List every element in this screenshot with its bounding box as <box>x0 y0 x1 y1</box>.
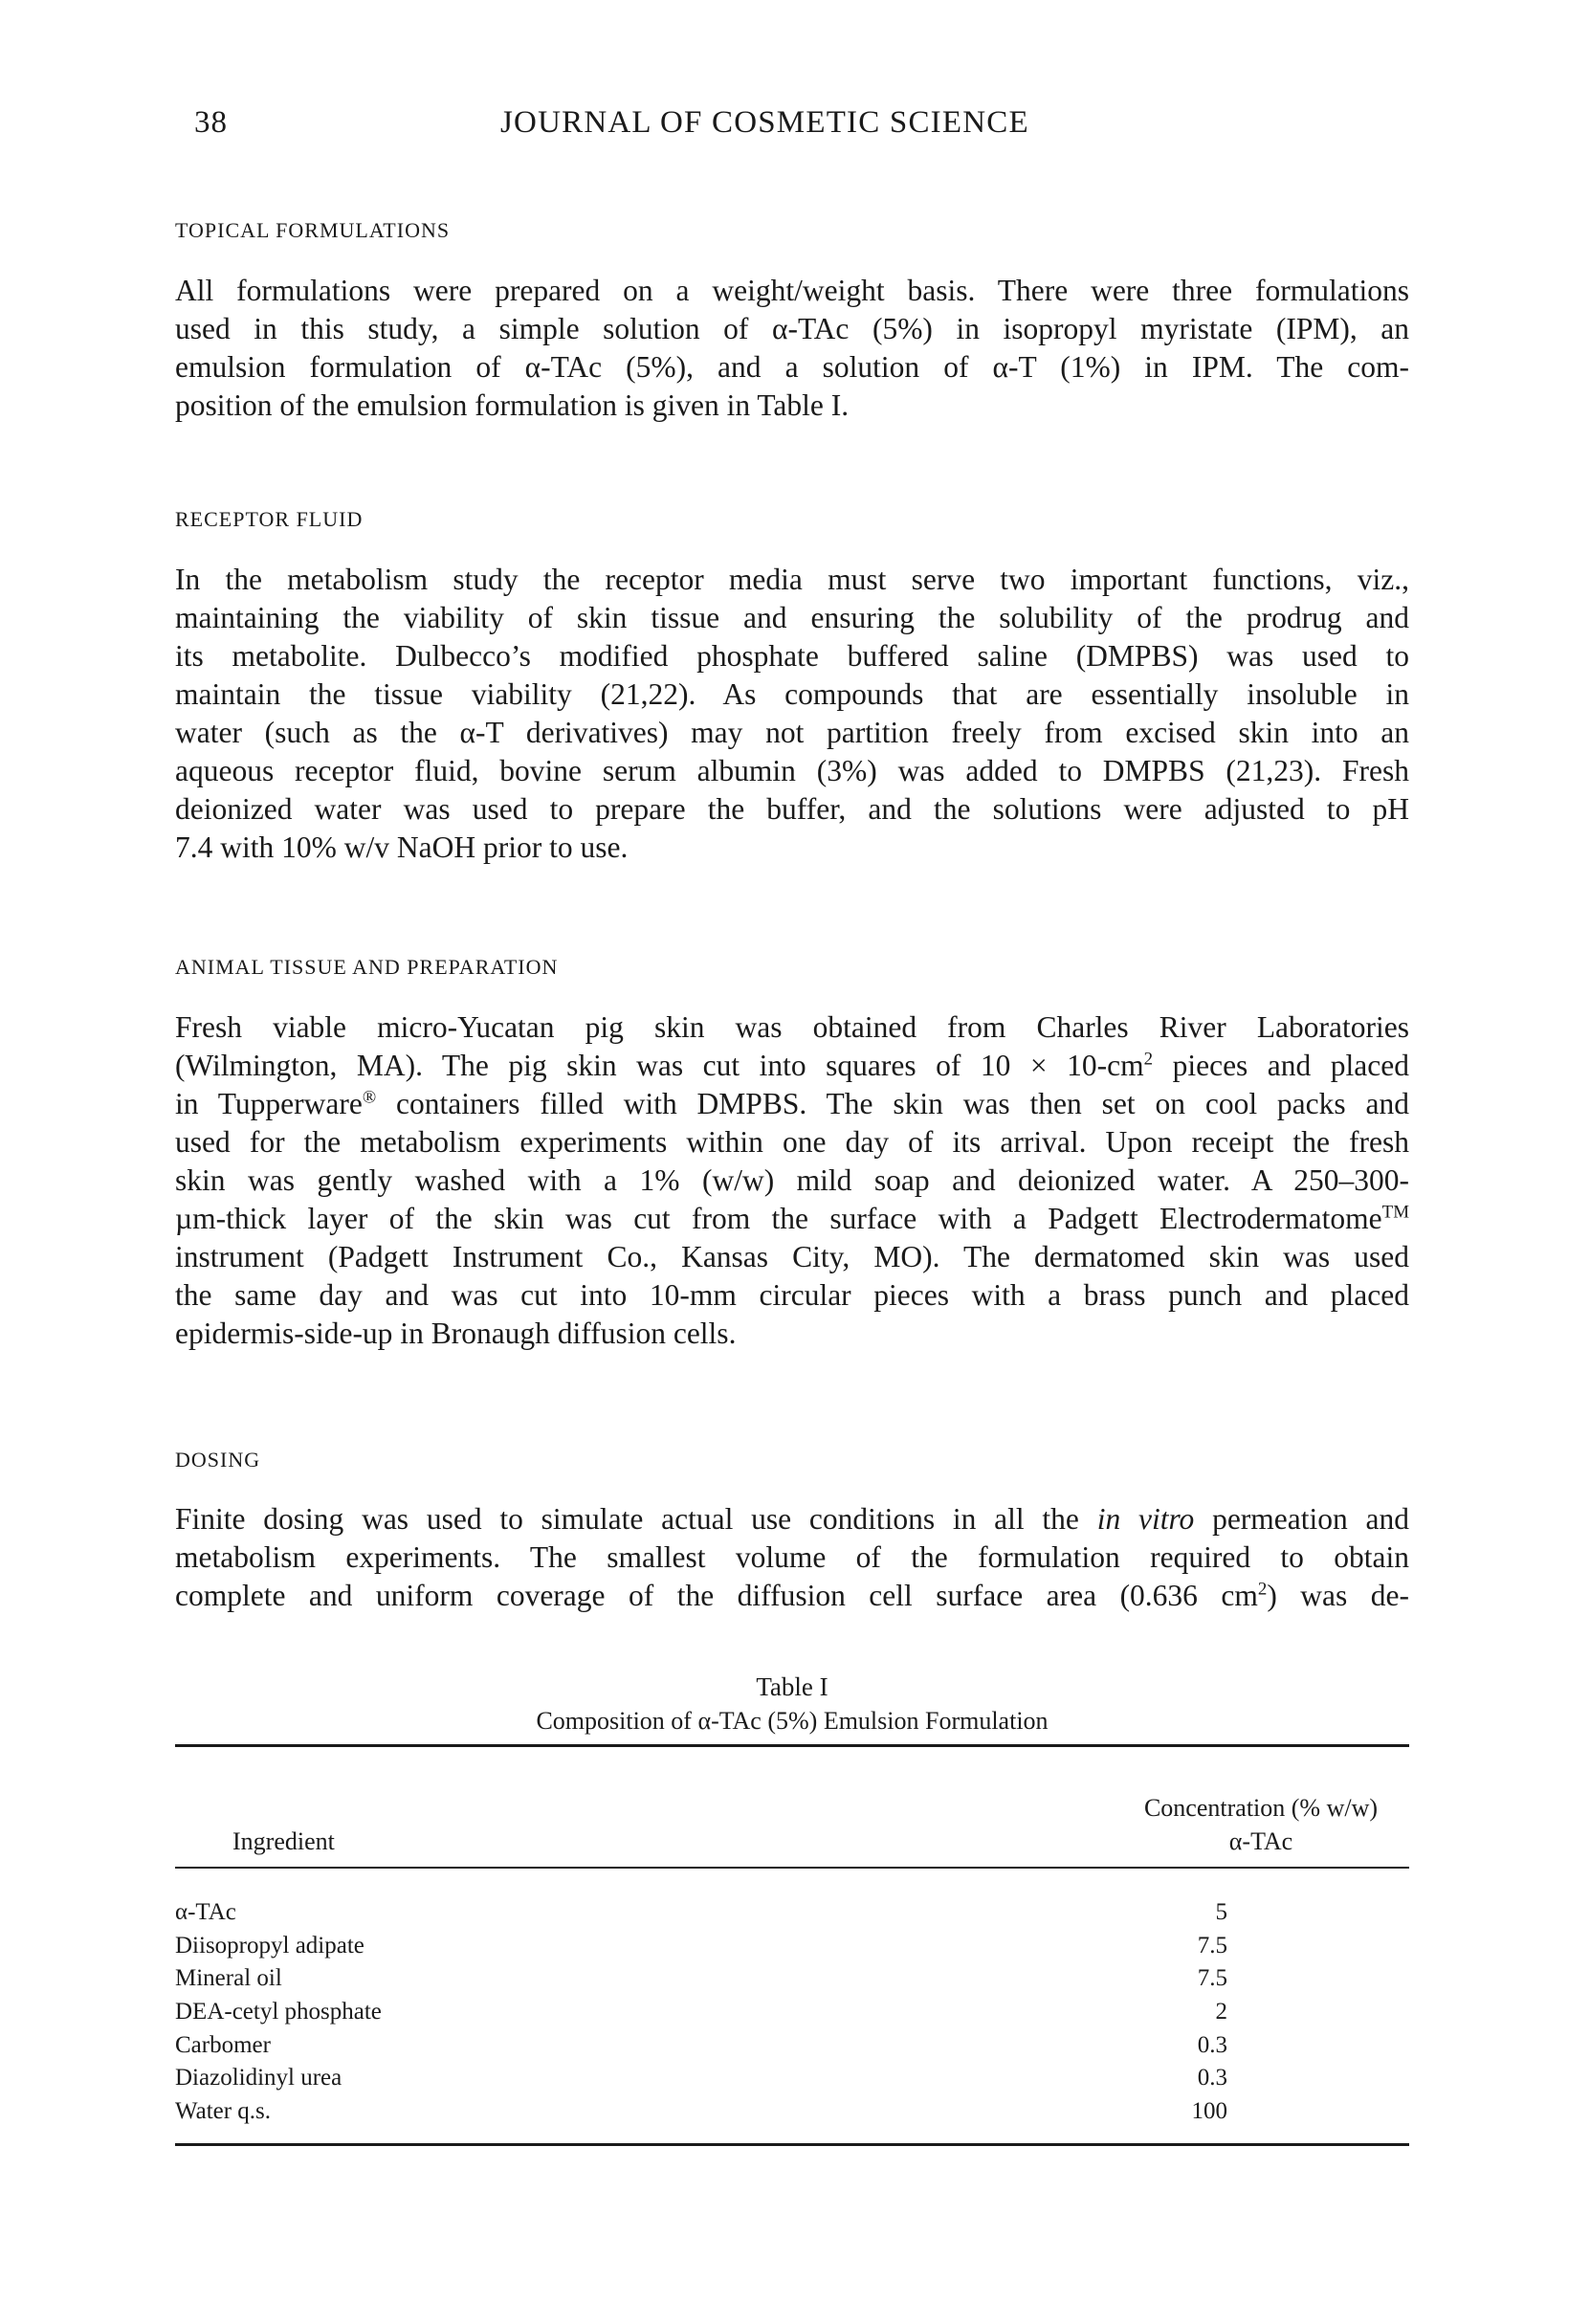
text-segment: complete and uniform coverage of the diffusion cell surface area (0.636 cm <box>175 1579 1258 1612</box>
journal-title: JOURNAL OF COSMETIC SCIENCE <box>500 105 1029 140</box>
text-line: instrument (Padgett Instrument Co., Kansas City, MO). The dermatomed skin was used <box>175 1240 1409 1273</box>
text-line: maintain the tissue viability (21,22). As compounds that are essentially insoluble in <box>175 677 1409 711</box>
concentration-cell: 0.3 <box>1197 2032 1227 2058</box>
text-line: deionized water was used to prepare the buffer, and the solutions were adjusted to pH <box>175 792 1409 826</box>
text-line: All formulations were prepared on a weight/weight basis. There were three formulations <box>175 274 1409 307</box>
concentration-cell: 0.3 <box>1197 2065 1227 2091</box>
text-segment: pieces and placed <box>1153 1049 1409 1082</box>
paragraph-topical-formulations <box>175 272 1409 425</box>
table-title: Table I <box>756 1672 828 1701</box>
trademark: TM <box>1381 1202 1409 1223</box>
ingredient-cell: Diisopropyl adipate <box>175 1933 364 1959</box>
concentration-cell: 2 <box>1215 1999 1227 2025</box>
text-line: water (such as the α-T derivatives) may not partition freely from excised skin into an <box>175 716 1409 749</box>
text-line: used for the metabolism experiments within one day of its arrival. Upon receipt the fresh <box>175 1125 1409 1159</box>
ingredient-cell: Carbomer <box>175 2032 271 2058</box>
column-header-ingredient: Ingredient <box>232 1827 335 1855</box>
section-heading-receptor-fluid: RECEPTOR FLUID <box>175 507 364 531</box>
column-header-alpha-tac: α-TAc <box>1228 1827 1293 1855</box>
ingredient-cell: Mineral oil <box>175 1965 282 1991</box>
page-number: 38 <box>194 105 228 140</box>
table-top-rule <box>175 1744 1409 1747</box>
table-row <box>175 2065 1409 2097</box>
superscript: 2 <box>1257 1579 1268 1600</box>
text-line: its metabolite. Dulbecco’s modified phosphate buffered saline (DMPBS) was used to <box>175 639 1409 673</box>
text-line: position of the emulsion formulation is given in Table I. <box>175 388 850 422</box>
running-head <box>175 105 1409 153</box>
text-line: 7.4 with 10% w/v NaOH prior to use. <box>175 830 629 864</box>
superscript: 2 <box>1143 1049 1154 1070</box>
text-line: aqueous receptor fluid, bovine serum albumin (3%) was added to DMPBS (21,23). Fresh <box>175 754 1409 787</box>
table-row <box>175 2032 1409 2065</box>
text-line <box>175 1200 1409 1238</box>
ingredient-cell: Diazolidinyl urea <box>175 2065 342 2091</box>
text-segment: Finite dosing was used to simulate actual use conditions in all the <box>175 1502 1097 1536</box>
table-row <box>175 1899 1409 1932</box>
text-line: skin was gently washed with a 1% (w/w) mild soap and deionized water. A 250–300- <box>175 1163 1409 1197</box>
text-line: epidermis-side-up in Bronaugh diffusion cells. <box>175 1317 737 1350</box>
concentration-cell: 7.5 <box>1197 1965 1227 1991</box>
text-line <box>175 1047 1409 1085</box>
section-heading-dosing: DOSING <box>175 1448 261 1472</box>
text-line <box>175 1500 1409 1538</box>
ingredient-cell: DEA-cetyl phosphate <box>175 1999 382 2025</box>
section-heading-topical-formulations: TOPICAL FORMULATIONS <box>175 218 451 242</box>
ingredient-cell: α-TAc <box>175 1899 236 1925</box>
table-row <box>175 1999 1409 2031</box>
concentration-cell: 5 <box>1215 1899 1227 1925</box>
section-heading-animal-tissue: ANIMAL TISSUE AND PREPARATION <box>175 955 559 979</box>
registered-mark: ® <box>362 1087 377 1108</box>
italic-term: in vitro <box>1096 1502 1195 1536</box>
text-line: emulsion formulation of α-TAc (5%), and a solution of α-T (1%) in IPM. The com- <box>175 350 1409 384</box>
paragraph-receptor-fluid <box>175 561 1409 867</box>
table-caption: Composition of α-TAc (5%) Emulsion Formulation <box>536 1707 1049 1735</box>
text-line: maintaining the viability of skin tissue and ensuring the solubility of the prodrug and <box>175 601 1409 634</box>
concentration-cell: 100 <box>1191 2098 1227 2124</box>
paragraph-animal-tissue <box>175 1008 1409 1353</box>
table-row <box>175 1965 1409 1998</box>
text-line <box>175 1577 1409 1615</box>
text-segment: µm-thick layer of the skin was cut from the surface with a Padgett Electrodermatome <box>175 1202 1382 1235</box>
text-segment: (Wilmington, MA). The pig skin was cut into squares of 10 × 10-cm <box>175 1049 1144 1082</box>
concentration-cell: 7.5 <box>1197 1933 1227 1959</box>
text-line: used in this study, a simple solution of α-TAc (5%) in isopropyl myristate (IPM), an <box>175 312 1409 345</box>
paragraph-dosing <box>175 1500 1409 1615</box>
table-row <box>175 1933 1409 1965</box>
text-segment: ) was de- <box>1267 1579 1409 1612</box>
ingredient-cell: Water q.s. <box>175 2098 272 2124</box>
text-line: Fresh viable micro-Yucatan pig skin was obtained from Charles River Laboratories <box>175 1010 1409 1044</box>
text-line <box>175 1085 1409 1123</box>
text-line: In the metabolism study the receptor media must serve two important functions, viz., <box>175 563 1409 596</box>
text-line: the same day and was cut into 10-mm circular pieces with a brass punch and placed <box>175 1278 1409 1312</box>
table-bottom-rule <box>175 2143 1409 2146</box>
text-segment: permeation and <box>1194 1502 1410 1536</box>
column-header-concentration <box>1132 1794 1390 1823</box>
text-line: metabolism experiments. The smallest volume of the formulation required to obtain <box>175 1540 1409 1574</box>
text-segment: containers filled with DMPBS. The skin was then set on cool packs and <box>376 1087 1409 1120</box>
table-header-rule <box>175 1867 1409 1869</box>
column-header-concentration-line1: Concentration (% w/w) <box>1143 1794 1379 1822</box>
table-row <box>175 2098 1409 2131</box>
text-segment: in Tupperware <box>175 1087 363 1120</box>
